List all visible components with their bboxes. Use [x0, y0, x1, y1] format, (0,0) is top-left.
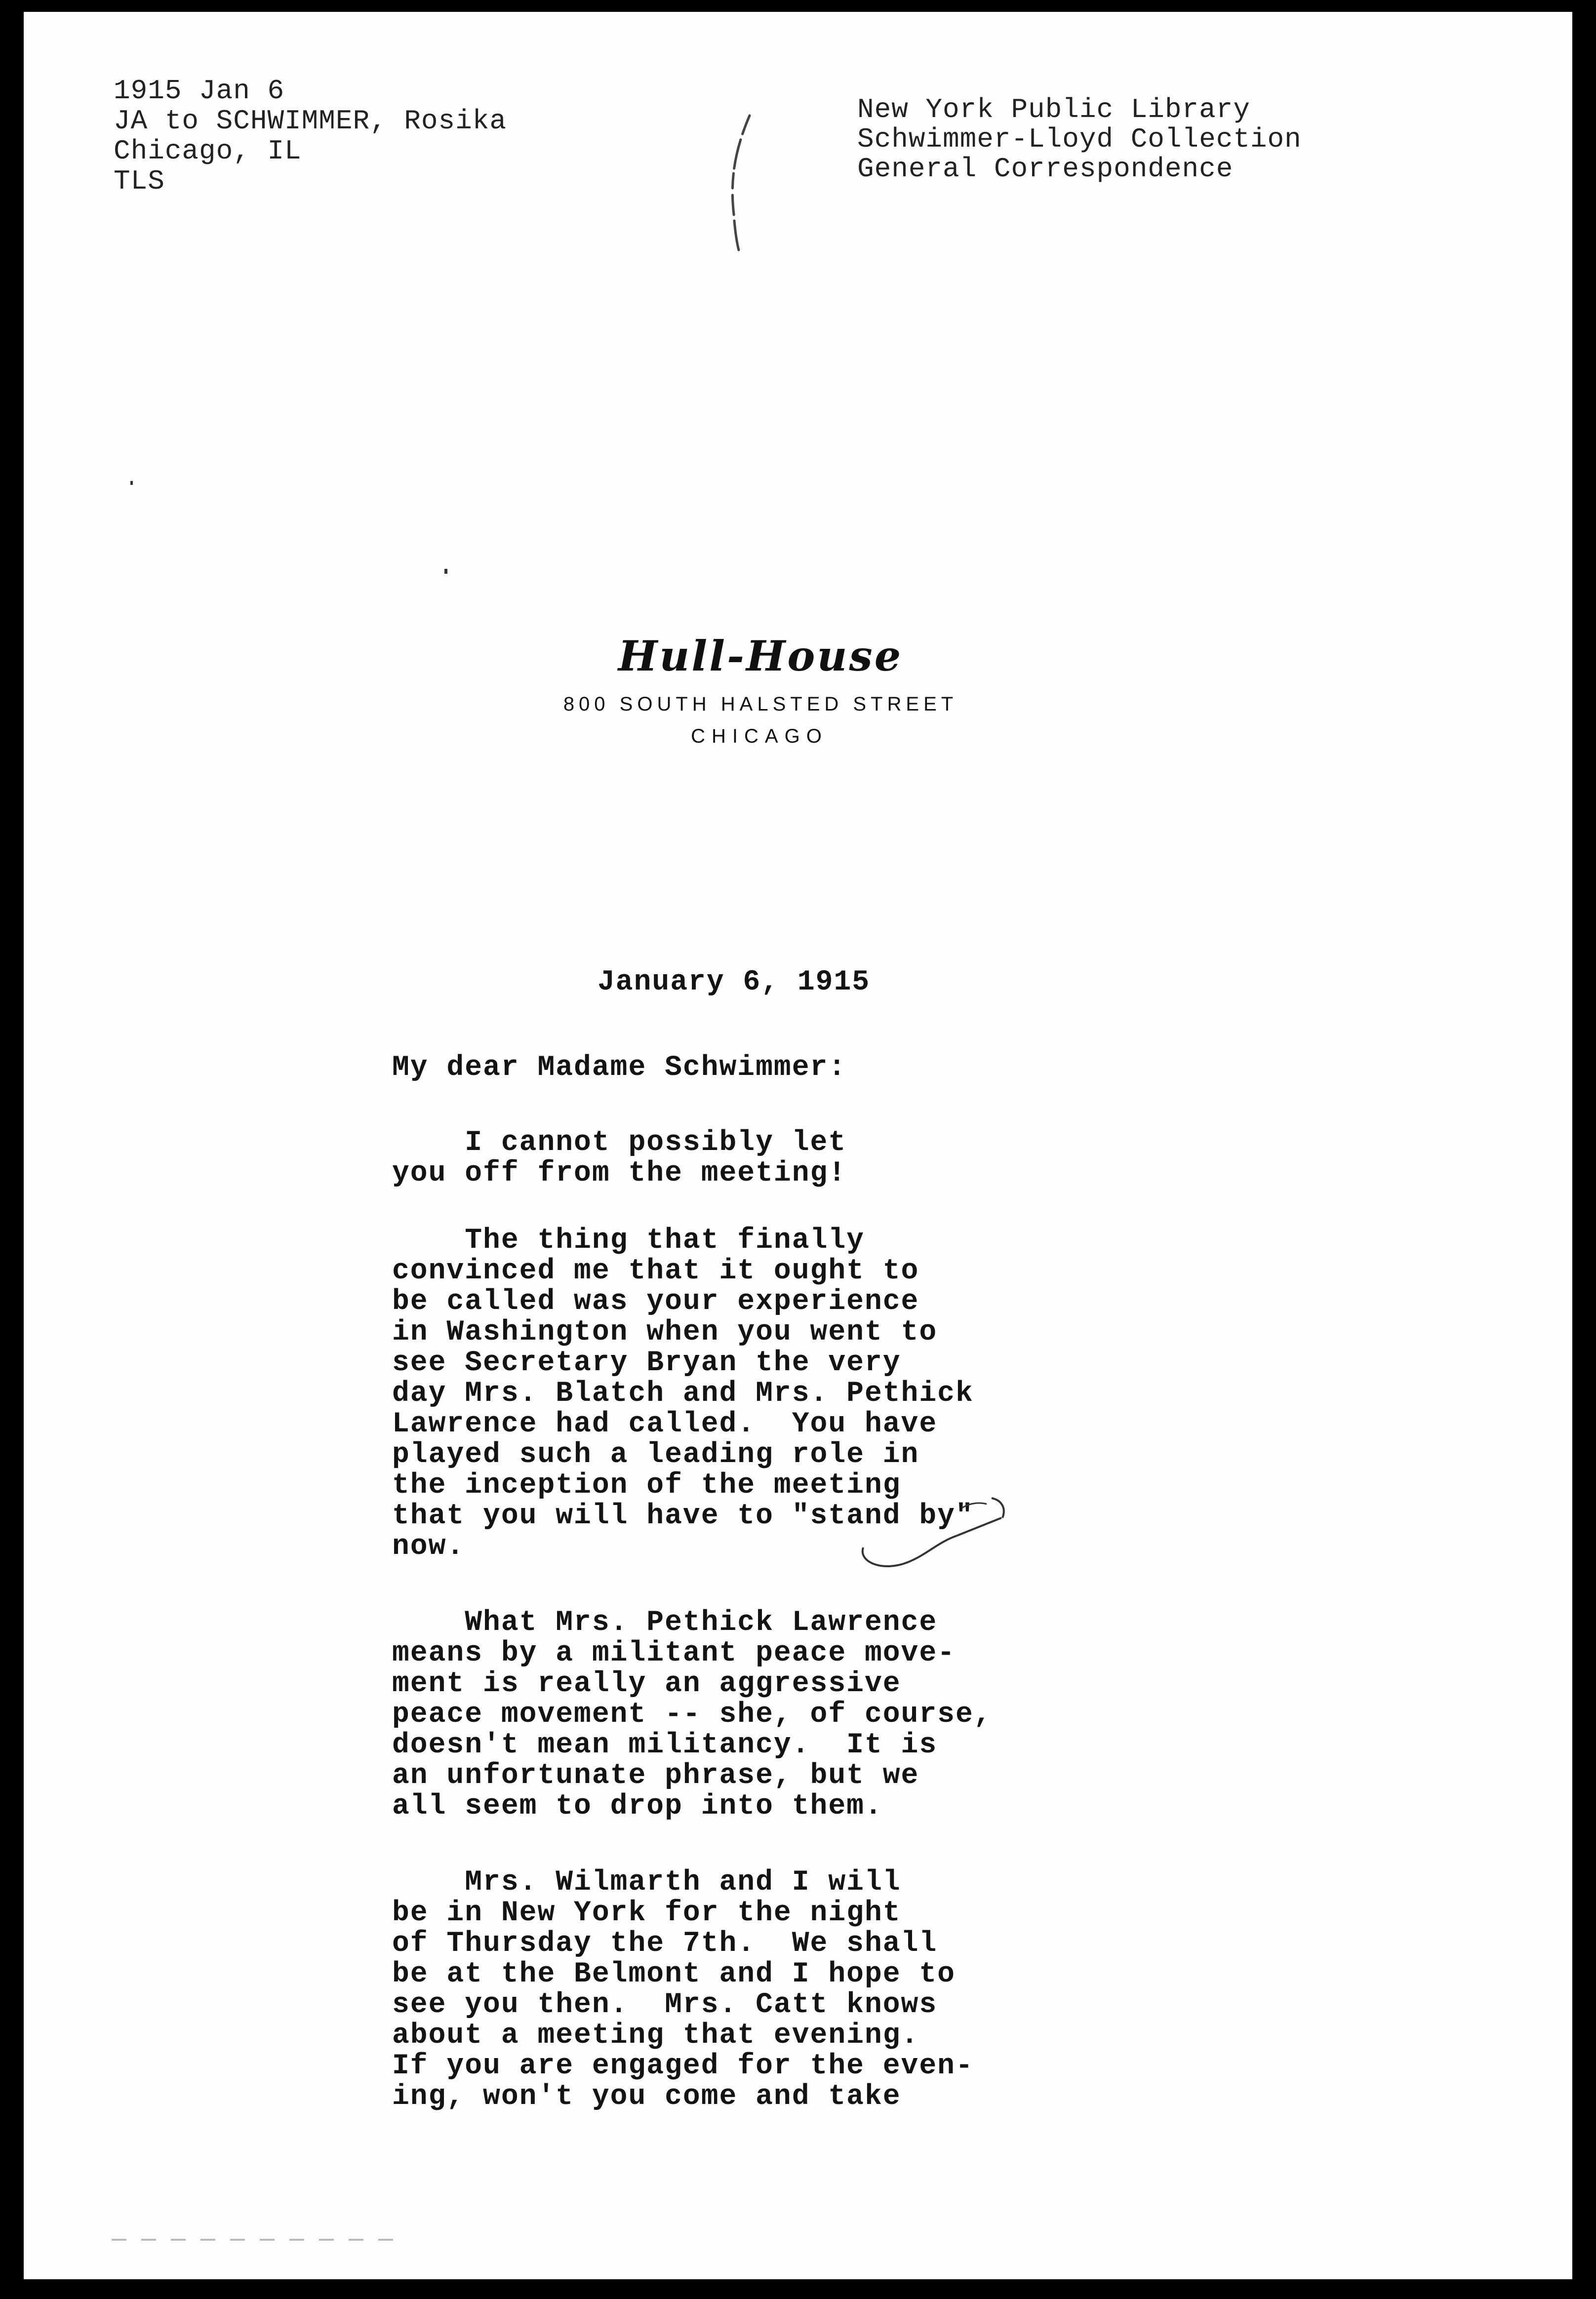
letter-date: January 6, 1915 — [598, 966, 871, 998]
text-line: you off from the meeting! — [392, 1157, 847, 1189]
text-line: ing, won't you come and take — [392, 2081, 901, 2113]
text-line: peace movement -- she, of course, — [392, 1699, 992, 1731]
letterhead-name: Hull-House — [618, 632, 903, 680]
text-line: means by a militant peace move- — [392, 1637, 956, 1669]
text-line: I cannot possibly let — [392, 1127, 847, 1159]
letter-sheet — [24, 12, 1572, 2279]
text-line: that you will have to "stand by" — [392, 1500, 974, 1532]
citation-type: TLS — [114, 165, 165, 197]
text-line: now. — [392, 1531, 465, 1563]
text-line: see Secretary Bryan the very — [392, 1347, 901, 1379]
text-line: day Mrs. Blatch and Mrs. Pethick — [392, 1378, 974, 1410]
text-line: played such a leading role in — [392, 1439, 919, 1471]
text-line: be in New York for the night — [392, 1897, 901, 1929]
text-line: Mrs. Wilmarth and I will — [392, 1866, 901, 1899]
text-line: doesn't mean militancy. It is — [392, 1729, 938, 1761]
text-line: What Mrs. Pethick Lawrence — [392, 1607, 938, 1639]
citation-correspondents: JA to SCHWIMMER, Rosika — [114, 105, 507, 137]
text-line: be at the Belmont and I hope to — [392, 1958, 956, 1990]
source-collection: Schwimmer-Lloyd Collection — [857, 123, 1302, 155]
text-line: the inception of the meeting — [392, 1469, 901, 1502]
handwritten-correction-mark — [843, 1488, 1011, 1577]
text-line: of Thursday the 7th. We shall — [392, 1928, 938, 1960]
text-line: Lawrence had called. You have — [392, 1408, 938, 1440]
source-library: New York Public Library — [857, 94, 1250, 125]
text-line: about a meeting that evening. — [392, 2020, 919, 2052]
scan-speck — [130, 481, 133, 485]
text-line: be called was your experience — [392, 1286, 919, 1318]
text-line: convinced me that it ought to — [392, 1255, 919, 1287]
letterhead-city: CHICAGO — [691, 725, 828, 747]
text-line: see you then. Mrs. Catt knows — [392, 1989, 938, 2021]
citation-date: 1915 Jan 6 — [114, 75, 285, 107]
scan-speck — [444, 569, 447, 574]
text-line: The thing that finally — [392, 1225, 865, 1257]
letter-salutation: My dear Madame Schwimmer: — [392, 1052, 847, 1084]
text-line: all seem to drop into them. — [392, 1790, 883, 1823]
handwritten-bracket-mark — [715, 106, 774, 264]
text-line: If you are engaged for the even- — [392, 2050, 974, 2082]
text-line: ment is really an aggressive — [392, 1668, 901, 1700]
source-series: General Correspondence — [857, 153, 1234, 185]
scan-artifact-dashes — [112, 2239, 408, 2241]
citation-place: Chicago, IL — [114, 135, 302, 167]
text-line: in Washington when you went to — [392, 1316, 938, 1348]
letterhead-street: 800 SOUTH HALSTED STREET — [563, 693, 958, 715]
text-line: an unfortunate phrase, but we — [392, 1760, 919, 1792]
